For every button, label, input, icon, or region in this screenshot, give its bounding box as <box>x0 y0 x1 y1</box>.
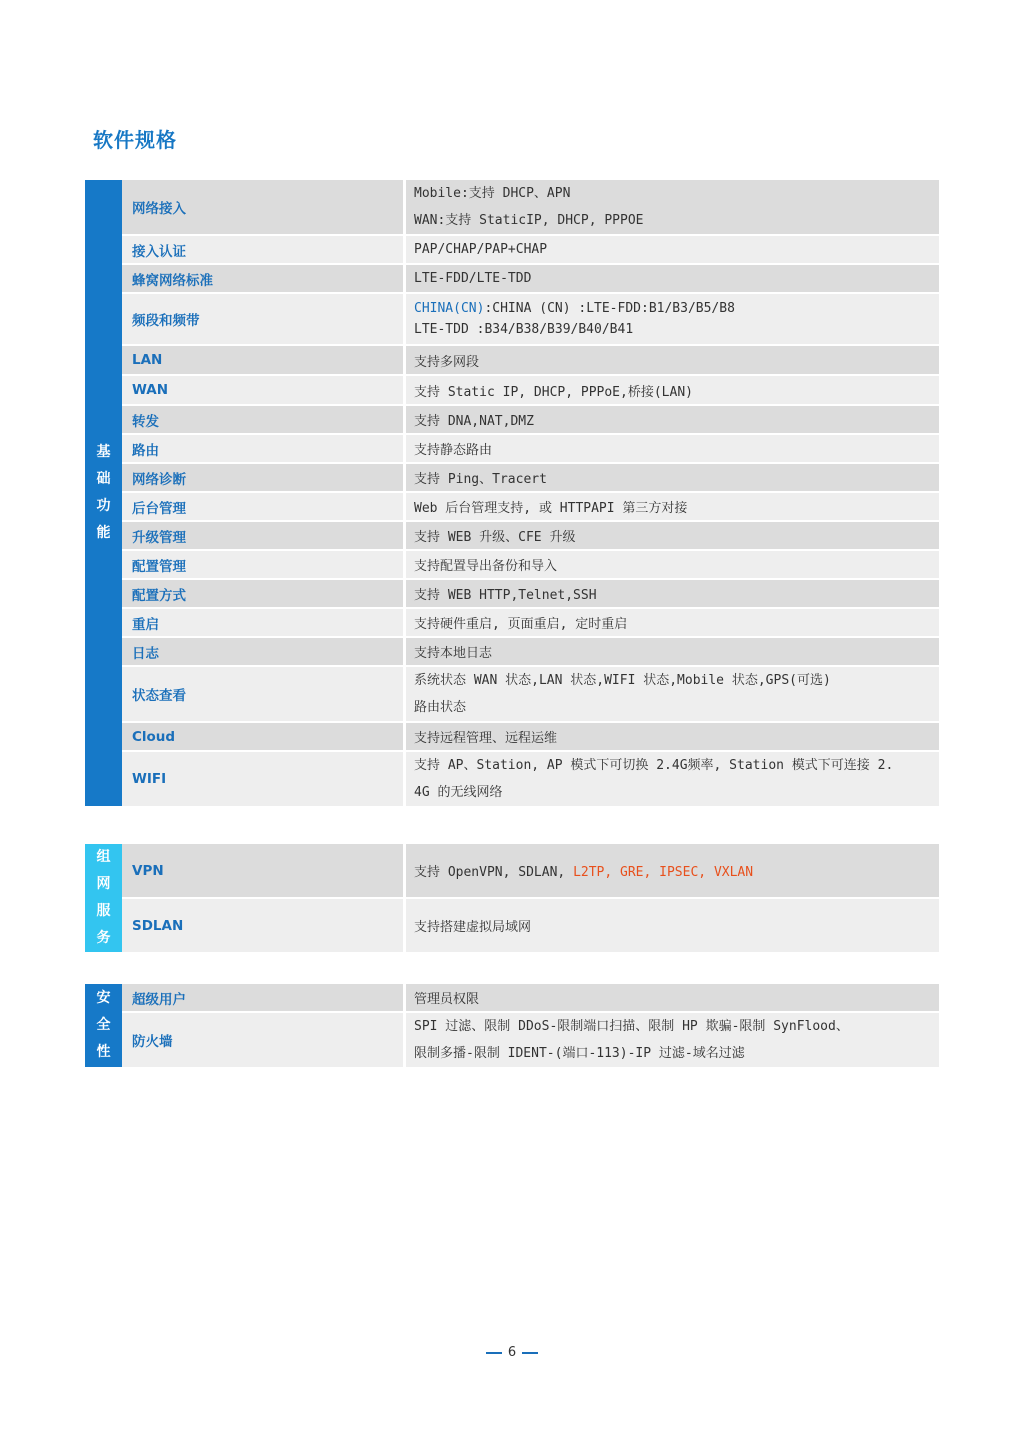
category-char: 安 <box>96 990 111 1006</box>
table-row <box>122 897 939 952</box>
table-row <box>122 462 939 491</box>
value-line: LTE-TDD :B34/B38/B39/B40/B41 <box>414 322 634 337</box>
value-line: 支持 WEB HTTP,Telnet,SSH <box>414 588 597 603</box>
value-line: 支持搭建虚拟局域网 <box>414 920 532 935</box>
row-label: 日志 <box>122 638 406 665</box>
row-value <box>406 609 939 636</box>
row-value <box>406 265 939 292</box>
table-row <box>122 1011 939 1067</box>
value-line: 系统状态 WAN 状态,LAN 状态,WIFI 状态,Mobile 状态,GPS(可选) <box>414 673 831 688</box>
category-char: 基 <box>96 444 111 460</box>
table-row <box>122 549 939 578</box>
row-value <box>406 236 939 263</box>
value-line: 支持 AP、Station, AP 模式下可切换 2.4G频率, Station 模式下可连接 2. <box>414 758 894 773</box>
row-label: 后台管理 <box>122 493 406 520</box>
row-value <box>406 376 939 404</box>
value-line: 支持配置导出备份和导入 <box>414 559 558 574</box>
value-line: 支持硬件重启, 页面重启, 定时重启 <box>414 617 628 632</box>
row-value <box>406 551 939 578</box>
page-dash-right <box>522 1352 538 1354</box>
value-line: 支持多网段 <box>414 354 480 370</box>
value-line: PAP/CHAP/PAP+CHAP <box>414 242 548 257</box>
section-basic <box>85 180 939 806</box>
table-row <box>122 491 939 520</box>
value-line <box>414 298 931 319</box>
category-char: 能 <box>96 525 111 541</box>
row-label: SDLAN <box>122 899 406 952</box>
value-line: 支持本地日志 <box>414 646 493 661</box>
row-label: 超级用户 <box>122 984 406 1011</box>
row-label: 路由 <box>122 435 406 462</box>
row-label: VPN <box>122 844 406 897</box>
table-row <box>122 404 939 433</box>
table-row <box>122 607 939 636</box>
value-line: SPI 过滤、限制 DDoS-限制端口扫描、限制 HP 欺骗-限制 SynFlood、 <box>414 1019 849 1034</box>
table-row <box>122 263 939 292</box>
table-row <box>122 520 939 549</box>
section-security <box>85 984 939 1067</box>
table-row <box>122 721 939 750</box>
row-value <box>406 346 939 374</box>
page-number <box>0 1345 1024 1360</box>
row-label: 频段和频带 <box>122 294 406 344</box>
table-row <box>122 984 939 1011</box>
row-value <box>406 464 939 491</box>
row-label: 网络接入 <box>122 180 406 234</box>
row-value <box>406 1013 939 1067</box>
row-value <box>406 435 939 462</box>
value-line: 支持 WEB 升级、CFE 升级 <box>414 530 576 545</box>
row-label: 蜂窝网络标准 <box>122 265 406 292</box>
row-label: WAN <box>122 376 406 404</box>
row-value <box>406 752 939 806</box>
row-value <box>406 580 939 607</box>
value-line: LTE-FDD/LTE-TDD <box>414 271 532 286</box>
row-value <box>406 899 939 952</box>
category-char: 组 <box>96 849 111 865</box>
value-line: 支持 Static IP, DHCP, PPPoE,桥接(LAN) <box>414 384 693 400</box>
row-label: 状态查看 <box>122 667 406 721</box>
value-line: 管理员权限 <box>414 992 480 1007</box>
row-value <box>406 493 939 520</box>
region-code: CHINA(CN) <box>414 301 485 316</box>
highlight-text: L2TP, GRE, IPSEC, VXLAN <box>573 865 754 880</box>
row-label: 重启 <box>122 609 406 636</box>
row-value <box>406 180 939 234</box>
table-row <box>122 750 939 806</box>
value-line: 限制多播-限制 IDENT-(端口-113)-IP 过滤-域名过滤 <box>414 1046 745 1061</box>
value-line: 路由状态 <box>414 700 467 715</box>
row-value <box>406 294 939 344</box>
row-label: 转发 <box>122 406 406 433</box>
value-text: :CHINA (CN) :LTE-FDD:B1/B3/B5/B8 <box>484 301 735 316</box>
category-char: 础 <box>96 471 111 487</box>
row-value <box>406 638 939 665</box>
spec-table-basic <box>85 180 939 806</box>
row-label: 防火墙 <box>122 1013 406 1067</box>
row-label: LAN <box>122 346 406 374</box>
table-row <box>122 844 939 897</box>
row-label: 升级管理 <box>122 522 406 549</box>
value-line: 支持 DNA,NAT,DMZ <box>414 414 534 429</box>
category-label-networking <box>85 844 122 952</box>
table-row <box>122 665 939 721</box>
row-label: 网络诊断 <box>122 464 406 491</box>
category-label-security <box>85 984 122 1067</box>
table-row <box>122 578 939 607</box>
value-line: WAN:支持 StaticIP, DHCP, PPPOE <box>414 213 644 228</box>
table-row <box>122 344 939 374</box>
category-char: 网 <box>96 876 111 892</box>
value-line: Web 后台管理支持, 或 HTTPAPI 第三方对接 <box>414 501 688 516</box>
value-line: Mobile:支持 DHCP、APN <box>414 186 571 201</box>
row-label: 配置管理 <box>122 551 406 578</box>
row-value <box>406 844 939 897</box>
table-row <box>122 374 939 404</box>
category-char: 性 <box>96 1044 111 1060</box>
row-label: 接入认证 <box>122 236 406 263</box>
row-label: 配置方式 <box>122 580 406 607</box>
value-line: 支持静态路由 <box>414 443 493 458</box>
page-dash-left <box>486 1352 502 1354</box>
page-number-text: 6 <box>507 1345 517 1360</box>
category-char: 务 <box>96 930 111 946</box>
row-value <box>406 406 939 433</box>
value-line: 支持 Ping、Tracert <box>414 472 547 487</box>
value-line: 支持远程管理、远程运维 <box>414 731 558 746</box>
row-label: Cloud <box>122 723 406 750</box>
category-char: 功 <box>96 498 111 514</box>
category-char: 服 <box>96 903 111 919</box>
row-value <box>406 522 939 549</box>
table-row <box>122 180 939 234</box>
row-value <box>406 723 939 750</box>
value-line: 4G 的无线网络 <box>414 785 503 800</box>
row-label: WIFI <box>122 752 406 806</box>
value-line <box>414 861 931 880</box>
table-row <box>122 292 939 344</box>
category-label-basic <box>85 180 122 806</box>
row-value <box>406 667 939 721</box>
category-char: 全 <box>96 1017 111 1033</box>
spec-table-security <box>85 984 939 1067</box>
table-row <box>122 636 939 665</box>
section-networking <box>85 844 939 952</box>
row-value <box>406 984 939 1011</box>
table-row <box>122 433 939 462</box>
page-title: 软件规格 <box>93 128 177 152</box>
table-row <box>122 234 939 263</box>
spec-table-networking <box>85 844 939 952</box>
value-text: 支持 OpenVPN, SDLAN, <box>414 865 574 880</box>
